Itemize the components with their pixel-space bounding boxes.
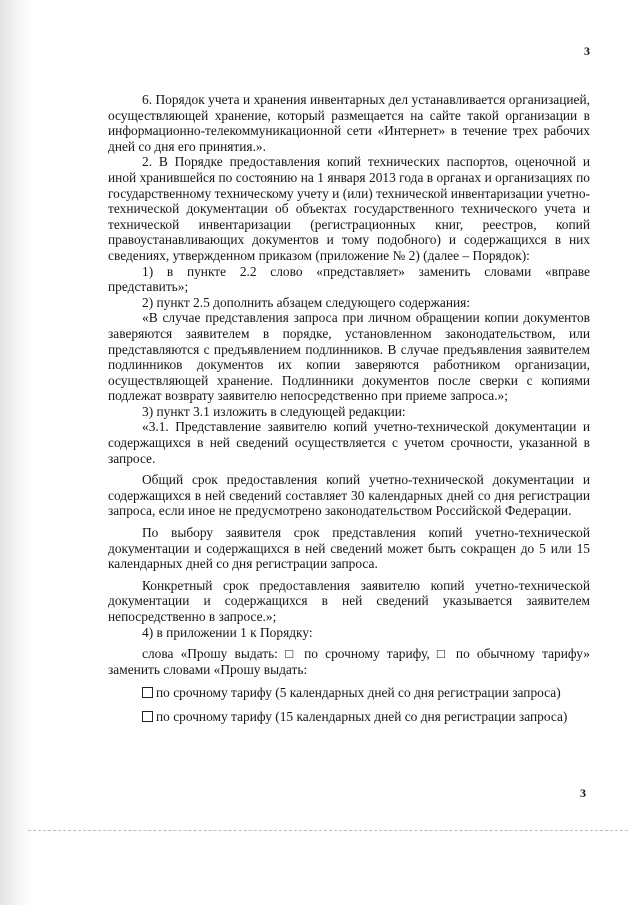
checkbox-icon <box>142 687 153 698</box>
paragraph-sub-1: 1) в пункте 2.2 слово «представляет» заменить словами «вправе представить»; <box>108 263 590 295</box>
checkbox-option-label: по срочному тарифу (5 календарных дней со дня регистрации запроса) <box>156 685 561 701</box>
scan-edge-shadow <box>0 0 34 905</box>
paragraph-item-2: 2. В Порядке предоставления копий технических паспортов, оценочной и иной хранившейся по состоянию на 1 января 2013 года в органах и организациях по государственному техническому учету и (или) технической инвентаризации учетно-технической документации об объектах государственного технического учета и технической инвентаризации (регистрационных книг, реестров, копий правоустанавливающих документов и тому подобного) и содержащихся в них сведениях, утвержденном приказом (приложение № 2) (далее – Порядок): <box>108 154 590 263</box>
paragraph-quote-2-5: «В случае представления запроса при личном обращении копии документов заверяются заявителем в порядке, установленном законодательством, или представляются с предъявлением подлинников. В случае предъявления заявителем подлинников документов их копии заверяются работником организации, осуществляющей хранение. Подлинники документов после сверки с копиями подлежат возврату заявителю непосредственно при приеме запроса.»; <box>108 310 590 404</box>
scan-fold-line <box>28 830 628 831</box>
checkbox-option-label: по срочному тарифу (15 календарных дней со дня регистрации запроса) <box>156 708 568 724</box>
checkbox-icon <box>142 711 153 722</box>
paragraph-replace-words: слова «Прошу выдать: □ по срочному тарифу, □ по обычному тарифу» заменить словами «Прошу выдать: <box>108 646 590 677</box>
page-number-top: 3 <box>584 44 590 58</box>
page-number-bottom: 3 <box>580 786 586 800</box>
document-body <box>108 92 590 725</box>
paragraph-sub-4: 4) в приложении 1 к Порядку: <box>142 624 313 640</box>
paragraph-sub-2: 2) пункт 2.5 дополнить абзацем следующего содержания: <box>142 294 471 310</box>
paragraph-sub-3: 3) пункт 3.1 изложить в следующей редакции: <box>142 403 406 419</box>
paragraph-item-6: 6. Порядок учета и хранения инвентарных дел устанавливается организацией, осуществляющей хранение, который размещается на сайте такой организации в информационно-телекоммуникационной сети «Интернет» в течение трех рабочих дней со дня его принятия.». <box>108 92 590 154</box>
paragraph-reduced-term: По выбору заявителя срок представления копий учетно-технической документации и содержащихся в ней сведений может быть сокращен до 5 или 15 календарных дней со дня регистрации запроса. <box>108 525 590 572</box>
checkbox-option-5-days <box>108 685 590 701</box>
paragraph-quote-3-1: «3.1. Представление заявителю копий учетно-технической документации и содержащихся в ней сведений осуществляется с учетом срочности, указанной в запросе. <box>108 419 590 466</box>
paragraph-specific-term: Конкретный срок предоставления заявителю копий учетно-технической документации и содержащихся в ней сведений указывается заявителем непосредственно в запросе.»; <box>108 577 590 624</box>
checkbox-option-15-days <box>108 709 590 725</box>
paragraph-general-term: Общий срок предоставления копий учетно-технической документации и содержащихся в ней сведений составляет 30 календарных дней со дня регистрации запроса, если иное не предусмотрено законодательством Российской Федерации. <box>108 472 590 519</box>
